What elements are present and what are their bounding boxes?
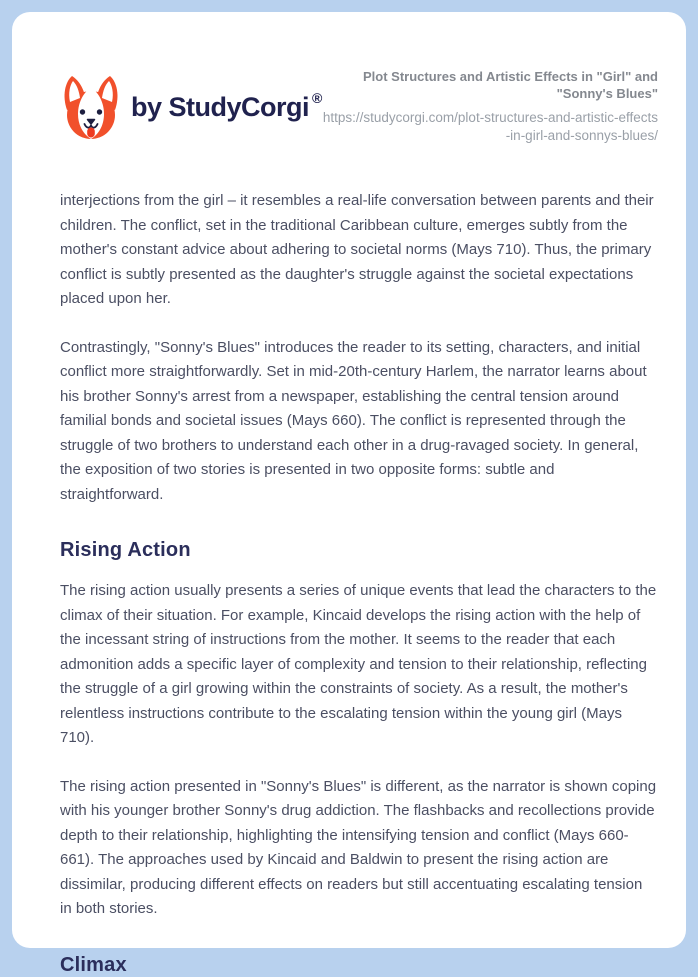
document-title: Plot Structures and Artistic Effects in "Girl" and "Sonny's Blues" (362, 69, 658, 101)
document-header (60, 68, 658, 145)
article-body (60, 189, 658, 977)
studycorgi-logo[interactable] (60, 74, 322, 140)
paragraph: The rising action presented in "Sonny's Blues" is different, as the narrator is shown coping with his younger brother Sonny's drug addiction. The flashbacks and recollections provide depth to their relationship, highlighting the intensifying tension and conflict (Mays 660-661). The approaches used by Kincaid and Baldwin to present the rising action are dissimilar, producing different effects on readers but still accentuating escalating tension in both stories. (60, 777, 657, 917)
paragraph: The rising action usually presents a series of unique events that lead the characters to the climax of their situation. For example, Kincaid develops the rising action with the help of the incessant string of instructions from the mother. It seems to the reader that each admonition adds a specific layer of complexity and tension to their relationship, reflecting the struggle of a girl growing within the constraints of society. As a result, the mother's relentless instructions contribute to the escalating tension within the young girl (Mays 710). (60, 582, 657, 746)
brand-text: by StudyCorgi ® (131, 90, 322, 122)
paragraph: interjections from the girl – it resembles a real-life conversation between parents and their children. The conflict, set in the traditional Caribbean culture, emerges subtly from the mother's constant advice about adhering to societal norms (Mays 710). Thus, the primary conflict is subtly presented as the daughter's struggle against the societal expectations placed upon her. (60, 192, 654, 307)
document-url[interactable]: https://studycorgi.com/plot-structures-and-artistic-effects-in-girl-and-sonnys-blues/ (322, 110, 658, 143)
registered-trademark: ® (312, 90, 322, 106)
section-heading-rising-action: Rising Action (60, 539, 191, 561)
title-block (322, 68, 658, 145)
corgi-icon (60, 74, 122, 140)
document-card (12, 12, 686, 976)
paragraph: Contrastingly, "Sonny's Blues" introduces the reader to its setting, characters, and initial conflict more straightforwardly. Set in mid-20th-century Harlem, the narrator learns about his brother Sonny's arrest from a newspaper, establishing the central tension around familial bonds and societal issues (Mays 660). The conflict is represented through the struggle of two brothers to understand each other in a drug-ravaged society. In general, the exposition of two stories is presented in two opposite forms: subtle and straightforward. (60, 338, 647, 503)
section-heading-climax: Climax (60, 953, 127, 976)
